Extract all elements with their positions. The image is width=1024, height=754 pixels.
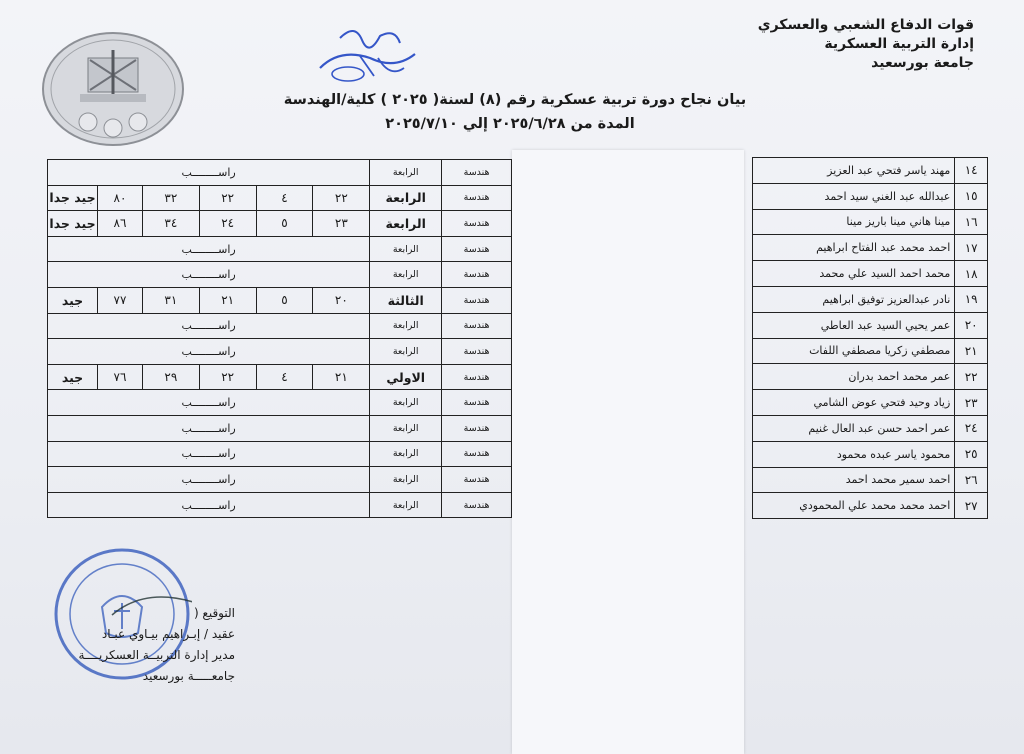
row-number: ٢٣ [955,390,988,416]
result-cell-g1: ٢٠ [313,287,370,313]
result-row [48,211,512,237]
document-period: المدة من ٢٠٢٥/٦/٢٨ إلي ٢٠٢٥/٧/١٠ [385,116,635,132]
result-row [48,441,512,467]
result-cell-dept: هندسة [442,313,512,339]
result-cell-fail: راســــــــب [48,492,370,518]
row-number: ١٨ [955,261,988,287]
result-cell-fail: راســــــــب [48,313,370,339]
name-row [753,338,988,364]
student-name: زياد وحيد فتحي عوض الشامي [753,390,955,416]
result-cell-dept: هندسة [442,160,512,186]
result-cell-level: الرابعة [370,492,442,518]
name-row [753,493,988,519]
result-cell-fail: راســــــــب [48,415,370,441]
result-cell-grade: جيد جدا [48,211,98,237]
result-cell-dept: هندسة [442,492,512,518]
result-cell-g1: ٢١ [313,364,370,390]
result-cell-dept: هندسة [442,339,512,365]
student-name: احمد سمير محمد احمد [753,467,955,493]
signatory-name: عقيد / إبـراهيم بيـاوي عبـاد [101,627,235,641]
result-cell-dept: هندسة [442,364,512,390]
result-cell-g3: ٢٢ [199,364,256,390]
result-cell-total: ٧٦ [98,364,143,390]
row-number: ٢٥ [955,441,988,467]
result-row [48,415,512,441]
result-cell-g3: ٢٢ [199,185,256,211]
row-number: ١٩ [955,286,988,312]
result-cell-g2: ٥ [256,287,313,313]
result-row [48,313,512,339]
student-name: عمر يحيي السيد عبد العاطي [753,312,955,338]
result-cell-g3: ٢١ [199,287,256,313]
signatory-title: مدير إدارة التربيــة العسكريــــة [78,648,235,662]
institution-logo [40,30,186,148]
result-cell-g4: ٣١ [142,287,199,313]
result-cell-fail: راســــــــب [48,339,370,365]
result-cell-g1: ٢٣ [313,211,370,237]
name-row [753,158,988,184]
result-cell-total: ٧٧ [98,287,143,313]
result-row [48,492,512,518]
student-name: احمد محمد عبد الفتاح ابراهيم [753,235,955,261]
result-cell-dept: هندسة [442,441,512,467]
result-cell-fail: راســــــــب [48,236,370,262]
student-name: عمر محمد احمد بدران [753,364,955,390]
result-cell-level: الرابعة [370,262,442,288]
result-row [48,390,512,416]
result-cell-grade: جيد جدا [48,185,98,211]
name-row [753,183,988,209]
student-name: مصطفي زكريا مصطفي اللفات [753,338,955,364]
result-cell-total: ٨٦ [98,211,143,237]
row-number: ٢٧ [955,493,988,519]
row-number: ٢٢ [955,364,988,390]
student-name: احمد محمد محمد علي المحمودي [753,493,955,519]
names-table [752,157,988,519]
signatory-university: جامعـــــة بورسعيد [142,669,235,683]
result-cell-g2: ٤ [256,364,313,390]
header-line-1: قوات الدفاع الشعبي والعسكري [757,17,974,33]
signature-block [60,603,235,687]
header-line-3: جامعة بورسعيد [871,55,974,71]
result-row [48,339,512,365]
result-cell-level: الرابعة [370,441,442,467]
result-cell-g4: ٣٤ [142,211,199,237]
result-cell-fail: راســــــــب [48,441,370,467]
result-cell-fail: راســــــــب [48,160,370,186]
result-cell-dept: هندسة [442,390,512,416]
result-cell-level: الثالثة [370,287,442,313]
document-title: بيان نجاح دورة تربية عسكرية رقم (٨) لسنة( ٢٠٢٥ ) كلية/الهندسة [283,92,747,108]
student-name: مينا هاني مينا باريز مينا [753,209,955,235]
result-row [48,287,512,313]
result-row [48,364,512,390]
handwritten-signature [300,18,430,88]
paper-strip-overlay [512,150,744,754]
result-row [48,467,512,493]
student-name: عبدالله عبد الغني سيد احمد [753,183,955,209]
row-number: ٢٠ [955,312,988,338]
result-cell-dept: هندسة [442,287,512,313]
row-number: ١٤ [955,158,988,184]
row-number: ٢٤ [955,415,988,441]
result-cell-level: الرابعة [370,185,442,211]
row-number: ١٧ [955,235,988,261]
result-cell-level: الرابعة [370,415,442,441]
result-cell-level: الرابعة [370,236,442,262]
header-line-2: إدارة التربية العسكرية [824,36,974,52]
result-cell-dept: هندسة [442,415,512,441]
results-table [47,159,512,518]
result-cell-level: الرابعة [370,467,442,493]
result-cell-g2: ٥ [256,211,313,237]
name-row [753,286,988,312]
result-row [48,160,512,186]
student-name: عمر احمد حسن عبد العال غنيم [753,415,955,441]
name-row [753,235,988,261]
result-cell-level: الرابعة [370,211,442,237]
result-row [48,185,512,211]
row-number: ٢١ [955,338,988,364]
result-row [48,236,512,262]
row-number: ٢٦ [955,467,988,493]
result-cell-grade: جيد [48,287,98,313]
name-row [753,312,988,338]
header-block [714,16,974,73]
result-cell-g1: ٢٢ [313,185,370,211]
result-row [48,262,512,288]
result-cell-level: الاولي [370,364,442,390]
result-cell-dept: هندسة [442,185,512,211]
result-cell-fail: راســــــــب [48,390,370,416]
result-cell-level: الرابعة [370,160,442,186]
student-name: محمد احمد السيد علي محمد [753,261,955,287]
result-cell-dept: هندسة [442,236,512,262]
result-cell-g4: ٢٩ [142,364,199,390]
result-cell-level: الرابعة [370,313,442,339]
name-row [753,467,988,493]
name-row [753,209,988,235]
result-cell-g3: ٢٤ [199,211,256,237]
name-row [753,415,988,441]
result-cell-g4: ٣٢ [142,185,199,211]
row-number: ١٦ [955,209,988,235]
result-cell-grade: جيد [48,364,98,390]
signature-label: التوقيع ( [193,606,235,620]
name-row [753,364,988,390]
result-cell-fail: راســــــــب [48,262,370,288]
result-cell-g2: ٤ [256,185,313,211]
result-cell-level: الرابعة [370,390,442,416]
student-name: مهند ياسر فتحي عبد العزيز [753,158,955,184]
name-row [753,261,988,287]
result-cell-total: ٨٠ [98,185,143,211]
result-cell-dept: هندسة [442,262,512,288]
result-cell-fail: راســــــــب [48,467,370,493]
result-cell-dept: هندسة [442,467,512,493]
name-row [753,441,988,467]
result-cell-level: الرابعة [370,339,442,365]
name-row [753,390,988,416]
student-name: محمود ياسر عبده محمود [753,441,955,467]
student-name: نادر عبدالعزيز توفيق ابراهيم [753,286,955,312]
result-cell-dept: هندسة [442,211,512,237]
row-number: ١٥ [955,183,988,209]
